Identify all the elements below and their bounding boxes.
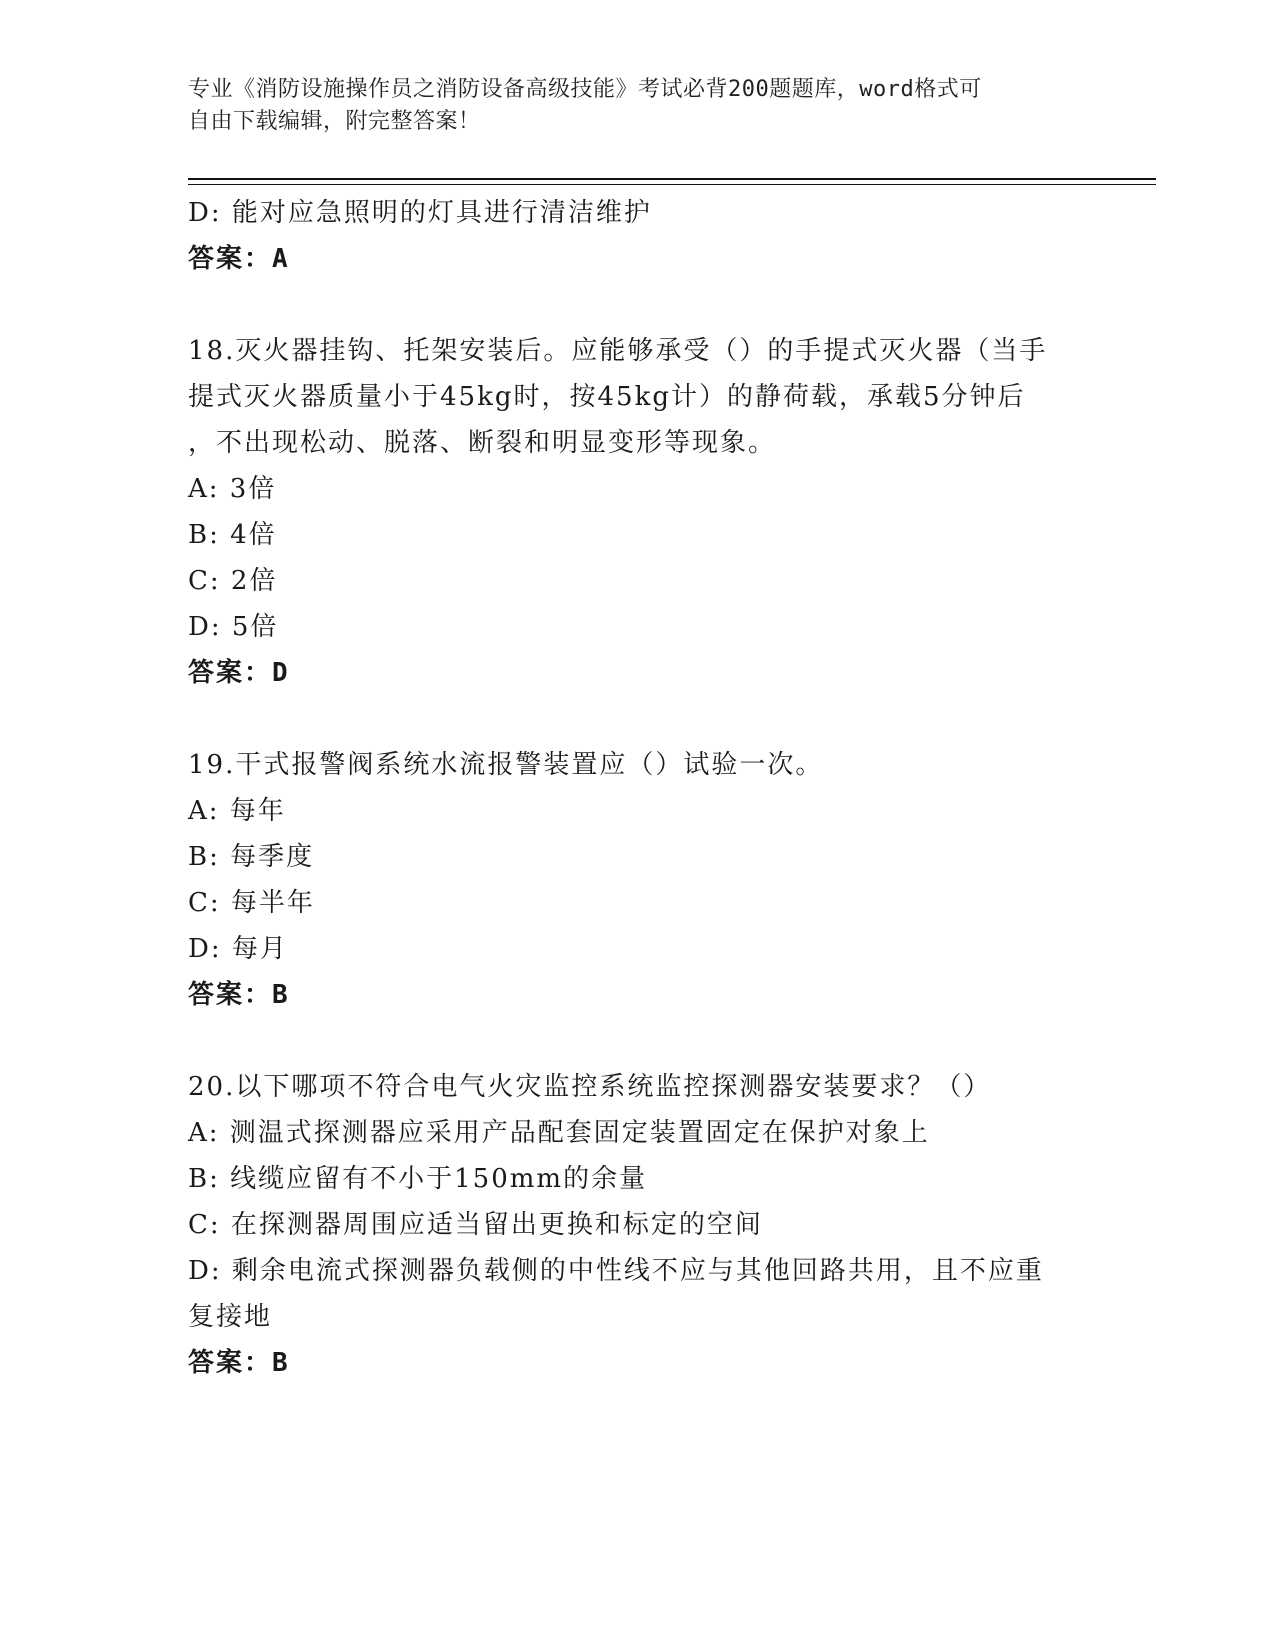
q17-answer: 答案：A <box>188 244 290 274</box>
question-19 <box>188 742 1088 1018</box>
q18-option-c: C: 2倍 <box>188 566 278 596</box>
q19-option-c: C: 每半年 <box>188 888 315 918</box>
header-rule-thick <box>188 178 1156 180</box>
q19-option-d: D: 每月 <box>188 934 288 964</box>
spacer <box>188 696 1088 742</box>
q18-option-d: D: 5倍 <box>188 612 279 642</box>
question-18 <box>188 328 1088 696</box>
q18-option-a: A: 3倍 <box>188 474 277 504</box>
q20-option-c: C: 在探测器周围应适当留出更换和标定的空间 <box>188 1210 763 1240</box>
q20-option-b: B: 线缆应留有不小于150mm的余量 <box>188 1164 648 1194</box>
q20-option-a: A: 测温式探测器应采用产品配套固定装置固定在保护对象上 <box>188 1118 930 1148</box>
q18-answer: 答案：D <box>188 658 290 688</box>
question-20 <box>188 1064 1088 1386</box>
q20-stem-line-1: 20.以下哪项不符合电气火灾监控系统监控探测器安装要求？（） <box>188 1072 992 1102</box>
q18-stem-line-3: ，不出现松动、脱落、断裂和明显变形等现象。 <box>188 428 777 458</box>
header-title-line-2: 自由下载编辑，附完整答案！ <box>188 109 481 134</box>
question-content <box>188 190 1088 1386</box>
header-title-line-1: 专业《消防设施操作员之消防设备高级技能》考试必背200题题库，word格式可 <box>188 77 982 102</box>
q20-answer: 答案：B <box>188 1348 290 1378</box>
q18-option-b: B: 4倍 <box>188 520 277 550</box>
q17-option-d: D: 能对应急照明的灯具进行清洁维护 <box>188 198 652 228</box>
q20-option-d-line-1: D: 剩余电流式探测器负载侧的中性线不应与其他回路共用，且不应重 <box>188 1256 1044 1286</box>
q19-answer: 答案：B <box>188 980 290 1010</box>
spacer <box>188 282 1088 328</box>
q19-stem-line-1: 19.干式报警阀系统水流报警装置应（）试验一次。 <box>188 750 824 780</box>
spacer <box>188 1018 1088 1064</box>
q19-option-b: B: 每季度 <box>188 842 315 872</box>
header-rule-thin <box>188 184 1156 185</box>
q18-stem-line-2: 提式灭火器质量小于45kg时，按45kg计）的静荷载，承载5分钟后 <box>188 382 1026 412</box>
q19-option-a: A: 每年 <box>188 796 286 826</box>
q18-stem-line-1: 18.灭火器挂钩、托架安装后。应能够承受（）的手提式灭火器（当手 <box>188 336 1048 366</box>
document-header <box>188 74 1088 138</box>
q20-option-d-line-2: 复接地 <box>188 1302 273 1332</box>
